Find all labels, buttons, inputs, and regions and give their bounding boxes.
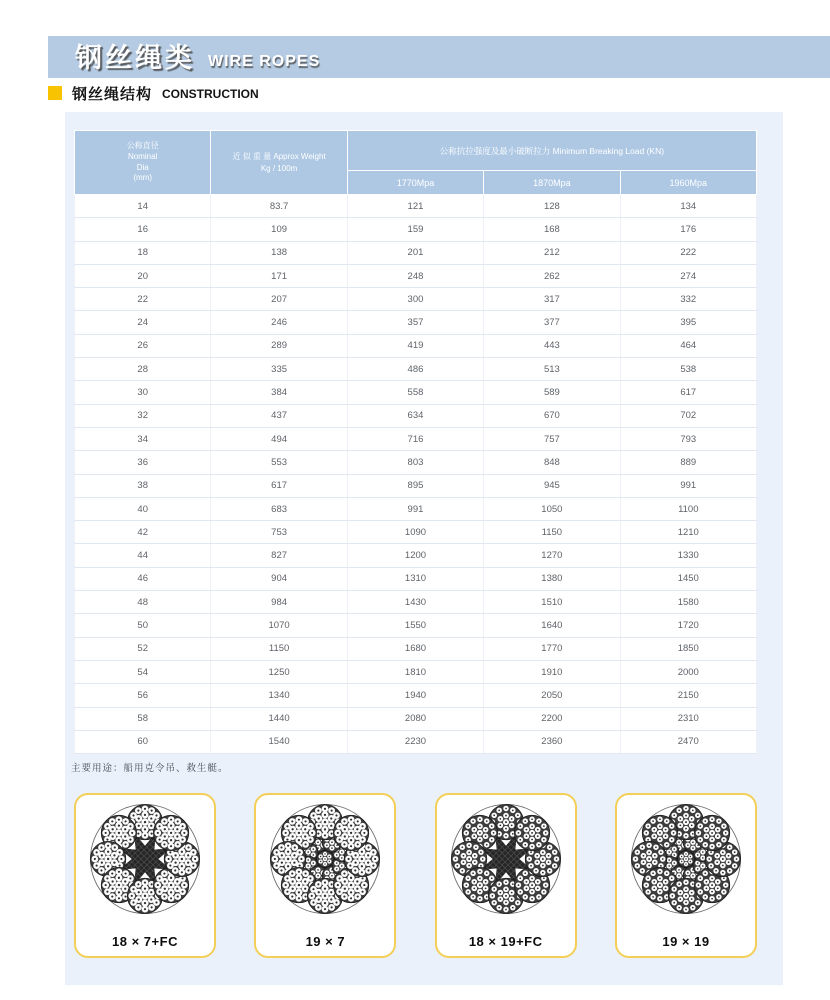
- table-cell: 683: [211, 497, 347, 520]
- table-cell: 1100: [620, 497, 756, 520]
- table-cell: 419: [347, 334, 483, 357]
- table-cell: 1150: [484, 521, 620, 544]
- table-cell: 1640: [484, 614, 620, 637]
- table-cell: 176: [620, 218, 756, 241]
- table-cell: 222: [620, 241, 756, 264]
- table-cell: 38: [75, 474, 211, 497]
- table-cell: 443: [484, 334, 620, 357]
- table-row: [75, 707, 757, 730]
- table-cell: 60: [75, 730, 211, 753]
- rope-card: [435, 793, 577, 958]
- table-row: [75, 497, 757, 520]
- table-cell: 793: [620, 427, 756, 450]
- table-cell: 1330: [620, 544, 756, 567]
- banner-title-en: WIRE ROPES: [208, 53, 321, 70]
- table-row: [75, 521, 757, 544]
- table-cell: 1070: [211, 614, 347, 637]
- table-body: [75, 195, 757, 754]
- table-row: [75, 637, 757, 660]
- table-cell: 991: [347, 497, 483, 520]
- table-cell: 558: [347, 381, 483, 404]
- table-row: [75, 264, 757, 287]
- rope-cross-section-diagram: [86, 800, 204, 918]
- table-cell: 207: [211, 288, 347, 311]
- table-cell: 1150: [211, 637, 347, 660]
- table-cell: 553: [211, 451, 347, 474]
- table-cell: 1270: [484, 544, 620, 567]
- table-cell: 58: [75, 707, 211, 730]
- table-row: [75, 358, 757, 381]
- table-cell: 34: [75, 427, 211, 450]
- table-cell: 83.7: [211, 195, 347, 218]
- table-cell: 317: [484, 288, 620, 311]
- rope-construction-label: 19 × 7: [305, 934, 346, 949]
- table-row: [75, 334, 757, 357]
- table-row: [75, 381, 757, 404]
- table-cell: 274: [620, 264, 756, 287]
- table-cell: 1940: [347, 684, 483, 707]
- table-cell: 1540: [211, 730, 347, 753]
- header-approx-weight: 近 似 重 量 Approx Weight Kg / 100m: [211, 131, 347, 195]
- table-cell: 262: [484, 264, 620, 287]
- table-cell: 36: [75, 451, 211, 474]
- table-row: [75, 567, 757, 590]
- table-row: [75, 218, 757, 241]
- table-cell: 300: [347, 288, 483, 311]
- table-cell: 827: [211, 544, 347, 567]
- rope-cards: [74, 793, 757, 958]
- table-cell: 1380: [484, 567, 620, 590]
- content-panel: [65, 112, 783, 985]
- table-cell: 32: [75, 404, 211, 427]
- table-cell: 486: [347, 358, 483, 381]
- table-cell: 1450: [620, 567, 756, 590]
- table-cell: 26: [75, 334, 211, 357]
- table-cell: 2200: [484, 707, 620, 730]
- table-cell: 895: [347, 474, 483, 497]
- table-cell: 54: [75, 660, 211, 683]
- table-cell: 2360: [484, 730, 620, 753]
- table-row: [75, 241, 757, 264]
- table-cell: 1210: [620, 521, 756, 544]
- table-cell: 246: [211, 311, 347, 334]
- table-cell: 2310: [620, 707, 756, 730]
- table-cell: 945: [484, 474, 620, 497]
- section-header: [48, 85, 259, 101]
- table-cell: 1850: [620, 637, 756, 660]
- table-cell: 889: [620, 451, 756, 474]
- table-cell: 121: [347, 195, 483, 218]
- table-cell: 1310: [347, 567, 483, 590]
- rope-card: [254, 793, 396, 958]
- table-cell: 634: [347, 404, 483, 427]
- rope-construction-label: 18 × 19+FC: [468, 934, 543, 949]
- table-cell: 335: [211, 358, 347, 381]
- table-cell: 1910: [484, 660, 620, 683]
- table-cell: 395: [620, 311, 756, 334]
- table-cell: 1580: [620, 591, 756, 614]
- table-cell: 1510: [484, 591, 620, 614]
- table-cell: 1550: [347, 614, 483, 637]
- table-cell: 1770: [484, 637, 620, 660]
- header-grade-1870: 1870Mpa: [484, 171, 620, 195]
- table-cell: 134: [620, 195, 756, 218]
- table-row: [75, 311, 757, 334]
- table-cell: 40: [75, 497, 211, 520]
- table-cell: 1090: [347, 521, 483, 544]
- rope-construction-label: 18 × 7+FC: [112, 934, 178, 949]
- table-cell: 1680: [347, 637, 483, 660]
- table-cell: 904: [211, 567, 347, 590]
- table-cell: 168: [484, 218, 620, 241]
- section-title-zh: 钢丝绳结构: [72, 85, 153, 103]
- table-row: [75, 591, 757, 614]
- rope-cross-section-diagram: [447, 800, 565, 918]
- table-cell: 1250: [211, 660, 347, 683]
- table-cell: 757: [484, 427, 620, 450]
- table-row: [75, 544, 757, 567]
- table-cell: 1430: [347, 591, 483, 614]
- table-cell: 18: [75, 241, 211, 264]
- table-cell: 803: [347, 451, 483, 474]
- table-cell: 1810: [347, 660, 483, 683]
- table-cell: 2150: [620, 684, 756, 707]
- rope-cross-section-diagram: [266, 800, 384, 918]
- table-cell: 1200: [347, 544, 483, 567]
- table-cell: 16: [75, 218, 211, 241]
- table-row: [75, 288, 757, 311]
- table-cell: 494: [211, 427, 347, 450]
- table-cell: 24: [75, 311, 211, 334]
- table-cell: 20: [75, 264, 211, 287]
- page-banner: [48, 36, 830, 78]
- table-cell: 22: [75, 288, 211, 311]
- table-cell: 248: [347, 264, 483, 287]
- header-grade-1770: 1770Mpa: [347, 171, 483, 195]
- table-cell: 2470: [620, 730, 756, 753]
- rope-card: [74, 793, 216, 958]
- table-cell: 109: [211, 218, 347, 241]
- table-row: [75, 660, 757, 683]
- table-cell: 56: [75, 684, 211, 707]
- table-row: [75, 684, 757, 707]
- table-cell: 513: [484, 358, 620, 381]
- table-cell: 2230: [347, 730, 483, 753]
- table-cell: 670: [484, 404, 620, 427]
- table-cell: 1340: [211, 684, 347, 707]
- table-cell: 1050: [484, 497, 620, 520]
- table-cell: 212: [484, 241, 620, 264]
- table-cell: 28: [75, 358, 211, 381]
- rope-card: [615, 793, 757, 958]
- table-row: [75, 474, 757, 497]
- table-cell: 984: [211, 591, 347, 614]
- table-cell: 2080: [347, 707, 483, 730]
- table-cell: 464: [620, 334, 756, 357]
- table-row: [75, 451, 757, 474]
- table-cell: 1720: [620, 614, 756, 637]
- table-cell: 617: [211, 474, 347, 497]
- table-cell: 437: [211, 404, 347, 427]
- table-row: [75, 195, 757, 218]
- specs-table: [74, 130, 757, 754]
- table-cell: 14: [75, 195, 211, 218]
- table-cell: 289: [211, 334, 347, 357]
- table-row: [75, 427, 757, 450]
- table-cell: 30: [75, 381, 211, 404]
- table-row: [75, 614, 757, 637]
- table-cell: 52: [75, 637, 211, 660]
- section-title-en: CONSTRUCTION: [162, 87, 259, 101]
- table-cell: 44: [75, 544, 211, 567]
- table-cell: 159: [347, 218, 483, 241]
- table-cell: 2050: [484, 684, 620, 707]
- table-cell: 538: [620, 358, 756, 381]
- table-cell: 848: [484, 451, 620, 474]
- table-cell: 753: [211, 521, 347, 544]
- table-cell: 991: [620, 474, 756, 497]
- table-cell: 617: [620, 381, 756, 404]
- table-row: [75, 730, 757, 753]
- table-cell: 50: [75, 614, 211, 637]
- table-cell: 48: [75, 591, 211, 614]
- usage-note: 主要用途：船用克令吊、救生艇。: [71, 763, 229, 774]
- table-row: [75, 404, 757, 427]
- rope-construction-label: 19 × 19: [662, 934, 710, 949]
- table-cell: 702: [620, 404, 756, 427]
- header-grade-1960: 1960Mpa: [620, 171, 756, 195]
- table-cell: 46: [75, 567, 211, 590]
- specs-table-header: [75, 131, 757, 195]
- table-cell: 384: [211, 381, 347, 404]
- header-nominal-dia: 公称直径 Nominal Dia (mm): [75, 131, 211, 195]
- table-cell: 357: [347, 311, 483, 334]
- table-cell: 2000: [620, 660, 756, 683]
- table-cell: 42: [75, 521, 211, 544]
- section-bullet-icon: [48, 86, 62, 100]
- banner-title-zh: 钢丝绳类: [75, 42, 195, 73]
- header-breaking-load-group: 公称抗拉强度及最小破断拉力 Minimum Breaking Load (KN): [347, 131, 756, 171]
- table-cell: 128: [484, 195, 620, 218]
- table-cell: 138: [211, 241, 347, 264]
- table-cell: 1440: [211, 707, 347, 730]
- table-cell: 377: [484, 311, 620, 334]
- table-cell: 171: [211, 264, 347, 287]
- table-cell: 332: [620, 288, 756, 311]
- rope-cross-section-diagram: [627, 800, 745, 918]
- table-cell: 201: [347, 241, 483, 264]
- table-cell: 589: [484, 381, 620, 404]
- table-cell: 716: [347, 427, 483, 450]
